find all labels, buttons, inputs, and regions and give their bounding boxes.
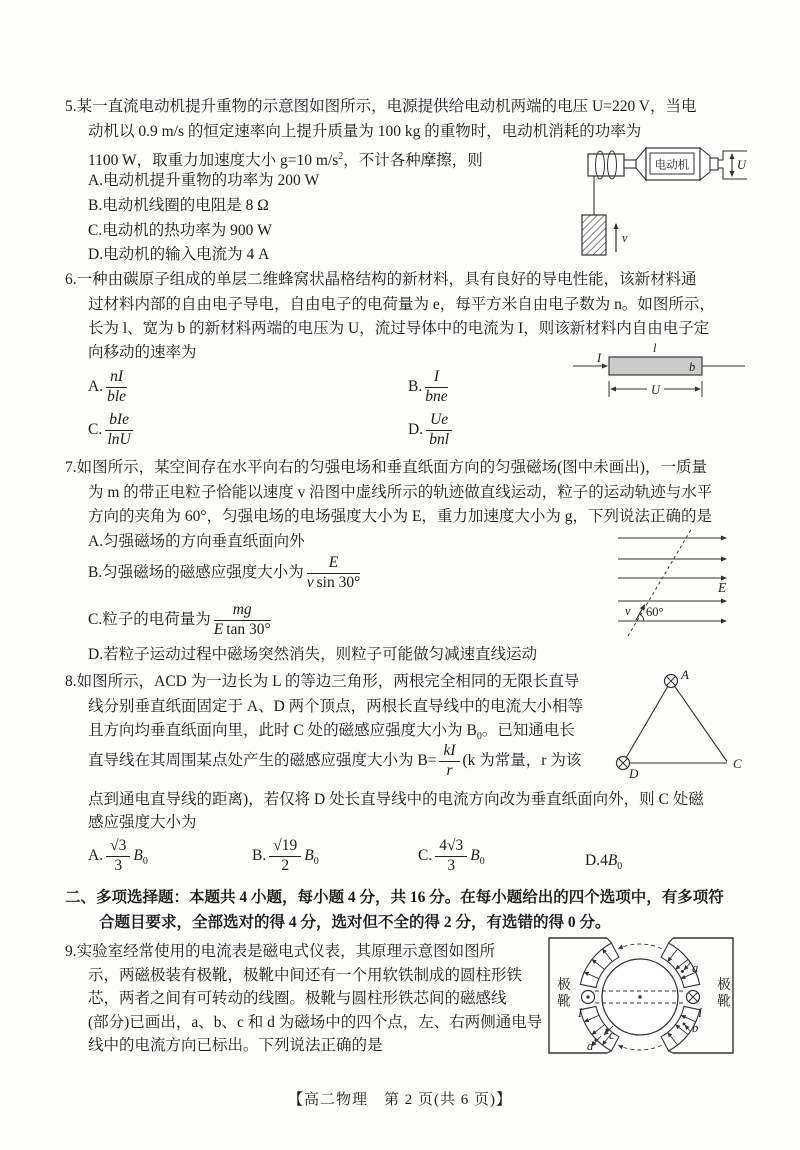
- q6-line-4: 向移动的速率为: [88, 344, 197, 361]
- point-c-label: c: [609, 1028, 615, 1042]
- voltage-label: U: [651, 383, 661, 397]
- motor-terminal: [710, 158, 718, 170]
- q9-line-2: 示，两磁极装有极靴，极靴中间还有一个用软铁制成的圆柱形铁: [88, 967, 523, 984]
- q7-line-3: 方向的夹角为 60°，匀强电场的电场强度大小为 E，重力加速度大小为 g，下列说法正确的是: [88, 508, 713, 525]
- figure-field-lines: [612, 522, 737, 644]
- q7-line-2: 为 m 的带正电粒子恰能以速度 v 沿图中虚线所示的轨迹做直线运动，粒子的运动轨迹与水平: [88, 484, 713, 501]
- vertex-c-label: C: [733, 756, 742, 771]
- core-center-dot: [638, 995, 641, 998]
- q9-line-5: 线中的电流方向已标出。下列说法正确的是: [88, 1037, 383, 1054]
- q5-line-3: 1100 W，取重力加速度大小 g=10 $m/s^2$，不计各种摩擦，则: [88, 151, 483, 170]
- q8-option-c: C. $\frac{4√3}{3}$ $B_0$: [418, 837, 485, 874]
- q6-line-1: 6.一种由碳原子组成的单层二维蜂窝状晶格结构的新材料，具有良好的导电性能，该新材料通: [65, 271, 697, 288]
- q7-option-d: D.若粒子运动过程中磁场突然消失，则粒子可能做匀减速直线运动: [88, 646, 538, 663]
- field-arc-top: [618, 944, 661, 949]
- figure-conductor-strip: [573, 342, 748, 400]
- q8-option-a: A. $\frac{√3}{3}$ $B_0$: [88, 837, 148, 874]
- q5-option-d: D.电动机的输入电流为 4 A: [88, 246, 270, 263]
- section2-line-1: 二、多项选择题：本题共 4 小题，每小题 4 分，共 16 分。在每小题给出的四个选项中，有多项符: [65, 889, 724, 906]
- width-label: b: [689, 360, 696, 374]
- winch-drum: [588, 154, 624, 176]
- pole-shoe-right-label: 极靴: [715, 977, 730, 1010]
- q8-option-d: $D.4B_0$: [585, 852, 623, 873]
- q5-option-b: B.电动机线圈的电阻是 8 Ω: [88, 197, 269, 214]
- voltage-label: U: [737, 158, 747, 172]
- velocity-label: v: [622, 231, 628, 245]
- q8-line-1: 8.如图所示，ACD 为一边长为 L 的等边三角形，两根完全相同的无限长直导: [65, 673, 580, 690]
- q6-option-a: A. $\frac{nI}{\text{ble}}$: [88, 368, 126, 405]
- q8-option-b: B. $\frac{√19}{2}$ $B_0$: [252, 837, 319, 874]
- vertex-a-label: A: [681, 668, 689, 682]
- q8-line-6: 感应强度大小为: [88, 814, 197, 831]
- q5-option-c: C.电动机的热功率为 900 W: [88, 222, 272, 239]
- page-footer: 【高二物理 第 2 页(共 6 页)】: [288, 1092, 512, 1108]
- current-label: I: [597, 351, 602, 365]
- field-label: E: [718, 580, 727, 595]
- section2-line-2: 合题目要求，全部选对的得 4 分，选对但不全的得 2 分，有选错的得 0 分。: [99, 914, 611, 931]
- q9-line-1: 9.实验室经常使用的电流表是磁电式仪表，其原理示意图如图所: [65, 943, 496, 960]
- q8-line-2: 线分别垂直纸面固定于 A、D 两个顶点，两根长直导线中的电流大小相等: [88, 698, 584, 715]
- q8-line-5: 点到通电直导线的距离)，若仅将 D 处长直导线中的电流方向改为垂直纸面向外，则 C 处磁: [88, 791, 704, 808]
- q7-option-a: A.匀强磁场的方向垂直纸面向外: [88, 533, 305, 550]
- q6-line-3: 长为 l、宽为 b 的新材料两端的电压为 U，流过导体中的电流为 I，则该新材料内自由电子定: [88, 320, 710, 337]
- q7-option-b: B.匀强磁场的磁感应强度大小为 $\frac{E}{\text{v sin 30°}}$: [88, 554, 361, 591]
- velocity-label: v: [625, 604, 631, 618]
- vertex-d-label: D: [629, 766, 639, 781]
- point-b-label: b: [692, 1021, 699, 1035]
- q8-line-3: 且方向均垂直纸面向里，此时 C 处的磁感应强度大小为 $B_0$。已知通电长: [88, 722, 575, 743]
- motor-shaft: [624, 160, 636, 168]
- pole-shoe-left-label: 极靴: [555, 977, 570, 1010]
- q5-line-1: 5.某一直流电动机提升重物的示意图如图所示，电源提供给电动机两端的电压 U=220 V，当电: [65, 98, 697, 115]
- figure-motor-hoist: [580, 140, 752, 264]
- length-label: l: [653, 342, 657, 355]
- q5-option-a: A.电动机提升重物的功率为 200 W: [88, 172, 320, 189]
- q6-option-b: B. $\frac{I}{\text{bne}}$: [408, 368, 448, 405]
- figure-triangle-wires: [610, 668, 745, 783]
- motor-label: 电动机: [654, 159, 690, 172]
- figure-galvanometer: [545, 936, 740, 1058]
- point-a-label: a: [692, 961, 699, 975]
- q6-option-d: D. $\frac{Ue}{\text{bnl}}$: [408, 412, 455, 448]
- current-right-label: I: [698, 1006, 703, 1020]
- q7-option-c: C.粒子的电荷量为 $\frac{mg}{\text{E tan 30°}}$: [88, 601, 271, 638]
- side-AD: [626, 687, 667, 758]
- q8-line-4: 直导线在其周围某点处产生的磁感应强度大小为 B= $\frac{kI}{r}$ (k 为常量，r 为该: [88, 742, 582, 779]
- trajectory-dashed-line: [628, 528, 692, 636]
- q5-line-2: 动机以 0.9 m/s 的恒定速率向上提升质量为 100 kg 的重物时，电动机消耗的功率为: [88, 123, 642, 140]
- weight-block: [582, 215, 606, 255]
- q7-line-1: 7.如图所示，某空间存在水平向右的匀强电场和垂直纸面方向的匀强磁场(图中未画出)，一质量: [65, 459, 707, 476]
- side-AC: [675, 686, 727, 761]
- q9-line-3: 芯，两者之间有可转动的线圈。极靴与圆柱形铁芯间的磁感线: [88, 990, 507, 1007]
- q9-line-4: (部分)已画出，a、b、c 和 d 为磁场中的四个点，左、右两侧通电导: [88, 1014, 543, 1031]
- current-left-label: I: [578, 1006, 583, 1020]
- point-a-dot: [681, 970, 684, 973]
- point-d-label: d: [587, 1039, 594, 1053]
- q6-option-c: C. $\frac{\text{bIe}}{\ln U}$: [88, 412, 136, 448]
- angle-label: 60°: [646, 605, 664, 619]
- field-arc-bottom: [618, 1045, 661, 1050]
- q6-line-2: 过材料内部的自由电子导电，自由电子的电荷量为 e，每平方米自由电子数为 n。如图所示，: [88, 296, 715, 313]
